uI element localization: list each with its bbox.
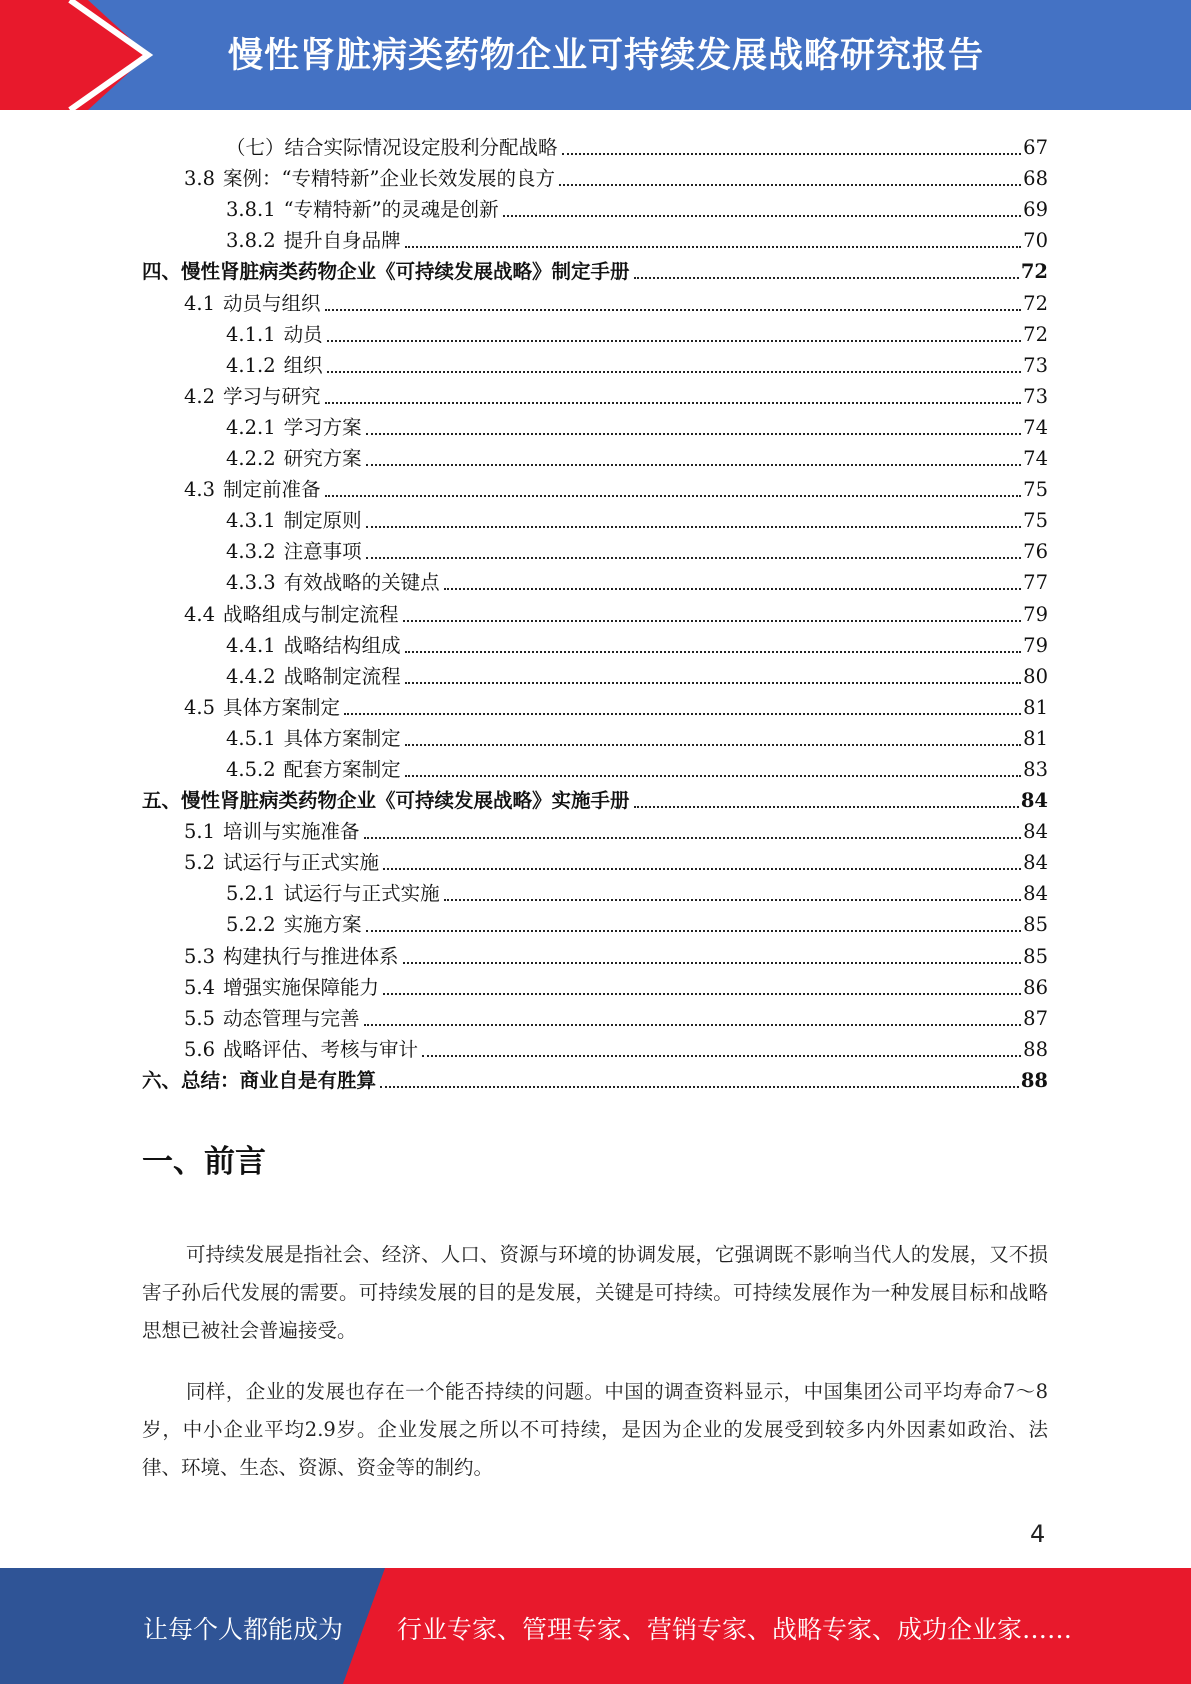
toc-entry-number: 4.4.2	[226, 664, 276, 688]
toc-dot-leader	[422, 1055, 1021, 1057]
toc-entry-page: 84	[1023, 820, 1048, 844]
toc-entry-page: 84	[1023, 851, 1048, 875]
toc-entry-page: 83	[1023, 757, 1048, 781]
toc-entry[interactable]	[142, 223, 1048, 254]
toc-entry-number: 4.2.2	[226, 447, 276, 471]
toc-dot-leader	[403, 962, 1022, 964]
toc-entry-page: 80	[1023, 664, 1048, 688]
toc-entry[interactable]	[142, 1001, 1048, 1032]
page-number: 4	[1030, 1520, 1046, 1548]
toc-entry-number: 4.5.2	[226, 757, 276, 781]
toc-entry-number: 4.3.2	[226, 540, 276, 564]
toc-entry-page: 81	[1023, 695, 1048, 719]
toc-dot-leader	[405, 744, 1022, 746]
toc-entry[interactable]	[142, 752, 1048, 783]
toc-dot-leader	[444, 899, 1022, 901]
toc-dot-leader	[325, 309, 1022, 311]
toc-entry-number: 4.5.1	[226, 726, 276, 750]
toc-dot-leader	[366, 930, 1022, 932]
toc-entry[interactable]	[142, 161, 1048, 192]
toc-dot-leader	[325, 495, 1022, 497]
toc-entry-title: 试运行与正式实施	[283, 882, 440, 906]
toc-entry-page: 74	[1023, 415, 1048, 439]
toc-entry-title: 战略结构组成	[283, 633, 401, 657]
toc-dot-leader	[364, 837, 1022, 839]
page-footer	[0, 1568, 1191, 1684]
toc-entry-title: 学习与研究	[223, 384, 321, 408]
toc-entry-title: 动员	[283, 322, 323, 346]
toc-dot-leader	[503, 215, 1022, 217]
toc-entry-page: 76	[1023, 540, 1048, 564]
toc-entry-number: 5.4	[184, 975, 216, 999]
footer-slogan-left: 让每个人都能成为	[143, 1615, 344, 1644]
toc-entry-number: 3.8	[184, 167, 216, 191]
toc-entry[interactable]	[142, 814, 1048, 845]
toc-entry[interactable]	[142, 659, 1048, 690]
toc-dot-leader	[403, 620, 1022, 622]
toc-entry[interactable]	[142, 970, 1048, 1001]
toc-entry-page: 77	[1023, 571, 1048, 595]
toc-entry-page: 85	[1023, 944, 1048, 968]
toc-entry[interactable]	[142, 348, 1048, 379]
toc-entry-page: 84	[1020, 789, 1048, 813]
toc-entry-number: 4.4	[184, 602, 216, 626]
toc-entry-title: 动员与组织	[223, 291, 321, 315]
toc-entry-title: （七）结合实际情况设定股利分配战略	[226, 136, 558, 160]
toc-entry-number: 4.3.3	[226, 571, 276, 595]
page-header	[0, 0, 1191, 110]
toc-entry-page: 73	[1023, 384, 1048, 408]
toc-entry[interactable]	[142, 628, 1048, 659]
toc-entry[interactable]	[142, 285, 1048, 316]
toc-entry-title: 战略组成与制定流程	[223, 602, 399, 626]
toc-dot-leader	[366, 526, 1022, 528]
toc-entry-number: 4.1.1	[226, 322, 276, 346]
toc-entry-number: 5.3	[184, 944, 216, 968]
toc-entry-title: 制定前准备	[223, 478, 321, 502]
toc-entry-number: 4.2.1	[226, 415, 276, 439]
toc-entry-page: 84	[1023, 882, 1048, 906]
toc-entry-number: 5.2	[184, 851, 216, 875]
toc-entry-title: 试运行与正式实施	[223, 851, 380, 875]
toc-entry-page: 79	[1023, 633, 1048, 657]
toc-entry-page: 70	[1023, 229, 1048, 253]
toc-dot-leader	[383, 993, 1021, 995]
toc-entry[interactable]	[142, 1063, 1048, 1094]
toc-entry-title: 四、慢性肾脏病类药物企业《可持续发展战略》制定手册	[142, 260, 630, 284]
toc-entry-page: 73	[1023, 353, 1048, 377]
toc-entry-page: 75	[1023, 509, 1048, 533]
toc-dot-leader	[366, 557, 1022, 559]
toc-entry-page: 74	[1023, 447, 1048, 471]
toc-entry-number: 4.4.1	[226, 633, 276, 657]
toc-entry-title: 配套方案制定	[283, 757, 401, 781]
toc-dot-leader	[325, 402, 1022, 404]
toc-entry-number: 5.6	[184, 1037, 216, 1061]
toc-entry[interactable]	[142, 472, 1048, 503]
toc-entry-number: 4.3	[184, 478, 216, 502]
toc-entry-page: 86	[1023, 975, 1048, 999]
toc-entry-number: 4.1.2	[226, 353, 276, 377]
toc-entry-title: 动态管理与完善	[223, 1006, 360, 1030]
toc-dot-leader	[364, 1024, 1022, 1026]
toc-entry[interactable]	[142, 565, 1048, 596]
toc-dot-leader	[366, 464, 1022, 466]
toc-entry-title: 组织	[283, 353, 323, 377]
toc-entry-page: 88	[1020, 1068, 1048, 1092]
toc-entry[interactable]	[142, 721, 1048, 752]
toc-entry-title: 制定原则	[283, 509, 362, 533]
toc-entry-title: 学习方案	[283, 415, 362, 439]
table-of-contents	[142, 130, 1048, 1094]
toc-entry[interactable]	[142, 534, 1048, 565]
toc-entry-title: 有效战略的关键点	[283, 571, 440, 595]
toc-dot-leader	[327, 371, 1022, 373]
toc-entry[interactable]	[142, 379, 1048, 410]
toc-entry[interactable]	[142, 845, 1048, 876]
toc-entry-number: 4.1	[184, 291, 216, 315]
toc-entry-page: 79	[1023, 602, 1048, 626]
toc-dot-leader	[634, 277, 1019, 279]
toc-entry-page: 69	[1023, 198, 1048, 222]
toc-entry[interactable]	[142, 192, 1048, 223]
toc-dot-leader	[405, 775, 1022, 777]
toc-entry-title: 战略评估、考核与审计	[223, 1037, 419, 1061]
toc-entry-title: 案例：“专精特新”企业长效发展的良方	[223, 167, 555, 191]
toc-entry[interactable]	[142, 410, 1048, 441]
toc-entry[interactable]	[142, 130, 1048, 161]
toc-entry-number: 5.2.1	[226, 882, 276, 906]
toc-entry-title: 注意事项	[283, 540, 362, 564]
toc-entry-number: 3.8.1	[226, 198, 276, 222]
toc-entry-page: 81	[1023, 726, 1048, 750]
toc-entry[interactable]	[142, 503, 1048, 534]
toc-entry-number: 5.2.2	[226, 913, 276, 937]
toc-entry-title: 六、总结：商业自是有胜算	[142, 1068, 377, 1092]
toc-entry-page: 87	[1023, 1006, 1048, 1030]
toc-entry-title: 增强实施保障能力	[223, 975, 380, 999]
toc-entry[interactable]	[142, 783, 1048, 814]
toc-entry[interactable]	[142, 441, 1048, 472]
toc-entry-number: 4.3.1	[226, 509, 276, 533]
toc-dot-leader	[327, 340, 1022, 342]
toc-entry-number: 4.2	[184, 384, 216, 408]
toc-entry-title: 战略制定流程	[283, 664, 401, 688]
toc-entry[interactable]	[142, 317, 1048, 348]
toc-entry-page: 75	[1023, 478, 1048, 502]
toc-entry[interactable]	[142, 876, 1048, 907]
toc-entry-page: 72	[1023, 322, 1048, 346]
toc-dot-leader	[634, 806, 1019, 808]
toc-entry[interactable]	[142, 938, 1048, 969]
toc-entry[interactable]	[142, 907, 1048, 938]
toc-entry[interactable]	[142, 596, 1048, 627]
toc-entry-title: 提升自身品牌	[283, 229, 401, 253]
toc-dot-leader	[444, 588, 1022, 590]
toc-entry-number: 4.5	[184, 695, 216, 719]
toc-entry-page: 68	[1023, 167, 1048, 191]
toc-entry-page: 72	[1020, 260, 1048, 284]
toc-dot-leader	[366, 433, 1022, 435]
report-title: 慢性肾脏病类药物企业可持续发展战略研究报告	[228, 36, 985, 76]
toc-dot-leader	[383, 868, 1021, 870]
toc-entry-page: 85	[1023, 913, 1048, 937]
toc-entry-number: 5.5	[184, 1006, 216, 1030]
toc-entry-title: 具体方案制定	[283, 726, 401, 750]
footer-slogan-right: 行业专家、管理专家、营销专家、战略专家、成功企业家……	[397, 1615, 1073, 1644]
toc-dot-leader	[405, 246, 1022, 248]
paragraph-1: 可持续发展是指社会、经济、人口、资源与环境的协调发展，它强调既不影响当代人的发展，又不损害子孙后代发展的需要。可持续发展的目的是发展，关键是可持续。可持续发展作为一种发展目标和战略思想已被社会普遍接受。	[142, 1243, 1048, 1342]
toc-entry[interactable]	[142, 254, 1048, 285]
toc-entry[interactable]	[142, 1032, 1048, 1063]
toc-entry-number: 3.8.2	[226, 229, 276, 253]
toc-entry[interactable]	[142, 690, 1048, 721]
toc-dot-leader	[405, 651, 1022, 653]
paragraph-2: 同样，企业的发展也存在一个能否持续的问题。中国的调查资料显示，中国集团公司平均寿命7～8岁，中小企业平均2.9岁。企业发展之所以不可持续，是因为企业的发展受到较多内外因素如政治、法律、环境、生态、资源、资金等的制约。	[142, 1380, 1048, 1479]
toc-entry-title: 实施方案	[283, 913, 362, 937]
toc-dot-leader	[405, 682, 1022, 684]
toc-entry-title: 培训与实施准备	[223, 820, 360, 844]
section-heading: 一、前言	[142, 1144, 266, 1180]
toc-dot-leader	[344, 713, 1021, 715]
toc-entry-title: 具体方案制定	[223, 695, 341, 719]
toc-entry-page: 88	[1023, 1037, 1048, 1061]
toc-entry-page: 67	[1023, 136, 1048, 160]
toc-dot-leader	[562, 153, 1022, 155]
toc-entry-title: 构建执行与推进体系	[223, 944, 399, 968]
toc-entry-title: 五、慢性肾脏病类药物企业《可持续发展战略》实施手册	[142, 789, 630, 813]
toc-entry-title: 研究方案	[283, 447, 362, 471]
toc-dot-leader	[559, 184, 1021, 186]
toc-entry-number: 5.1	[184, 820, 216, 844]
toc-entry-page: 72	[1023, 291, 1048, 315]
toc-dot-leader	[380, 1086, 1019, 1088]
toc-entry-title: “专精特新”的灵魂是创新	[283, 198, 499, 222]
